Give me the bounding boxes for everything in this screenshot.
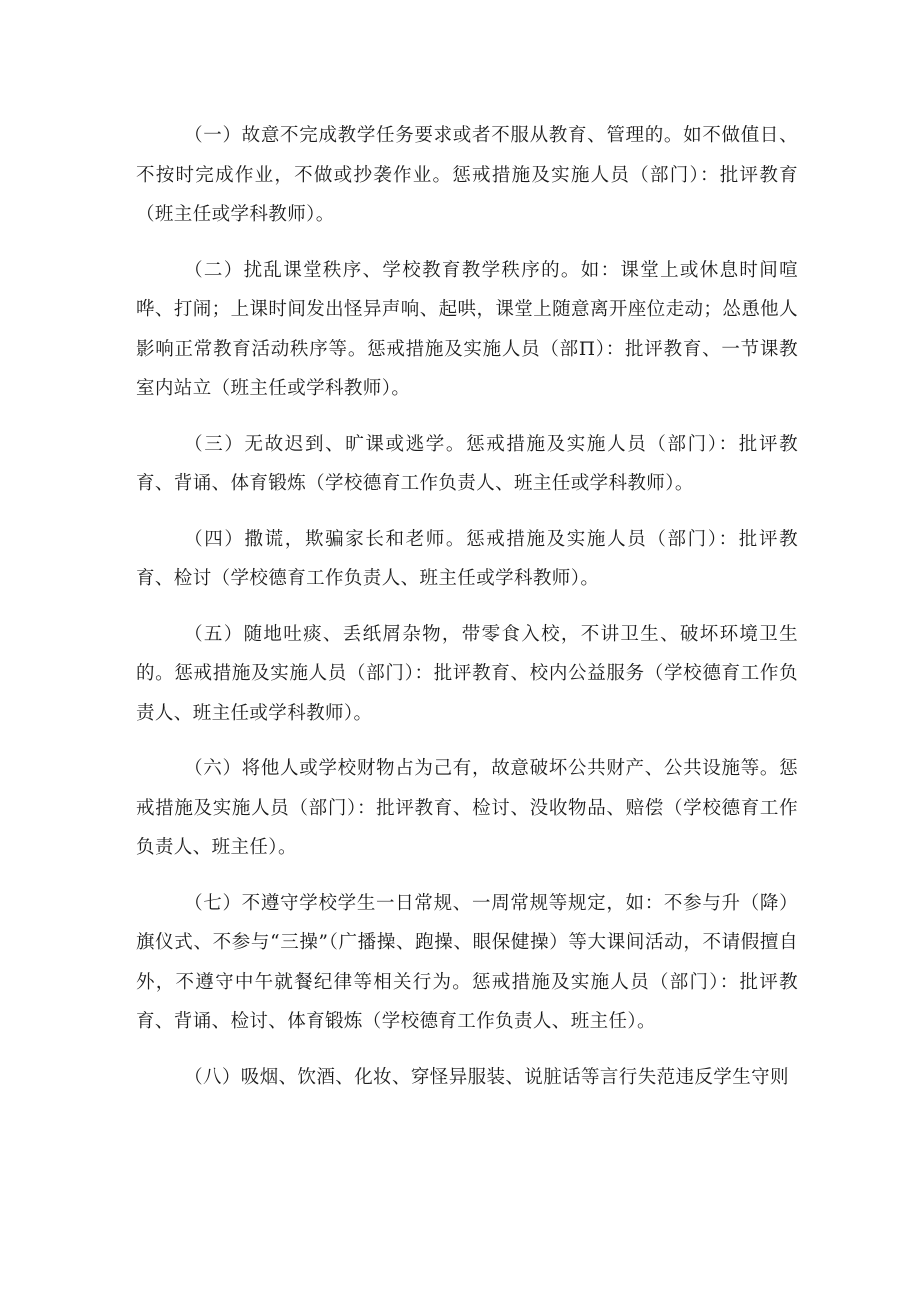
paragraph-4: （四）撒谎，欺骗家长和老师。惩戒措施及实施人员（部门）：批评教育、检讨（学校德育工作负责人、班主任或学科教师）。 <box>136 528 798 589</box>
paragraph-5: （五）随地吐痰、丢纸屑杂物，带零食入校，不讲卫生、破坏环境卫生的。惩戒措施及实施人员（部门）：批评教育、校内公益服务（学校德育工作负责人、班主任或学科教师）。 <box>136 623 798 724</box>
document-page <box>136 116 798 1113</box>
paragraph-3: （三）无故迟到、旷课或逃学。惩戒措施及实施人员（部门）：批评教育、背诵、体育锻炼（学校德育工作负责人、班主任或学科教师）。 <box>136 433 798 494</box>
paragraph-1: （一）故意不完成教学任务要求或者不服从教育、管理的。如不做值日、不按时完成作业，不做或抄袭作业。惩戒措施及实施人员（部门）：批评教育（班主任或学科教师）。 <box>136 125 798 225</box>
paragraph-8: （八）吸烟、饮酒、化妆、穿怪异服装、说脏话等言行失范违反学生守则 <box>184 1066 789 1088</box>
paragraph-2: （二）扰乱课堂秩序、学校教育教学秩序的。如：课堂上或休息时间喧哗、打闹；上课时间发出怪异声响、起哄，课堂上随意离开座位走动；怂恿他人影响正常教育活动秩序等。惩戒措施及实施人员（部Π）：批评教育、一节课教室内站立（班主任或学科教师）。 <box>136 259 798 399</box>
paragraph-6: （六）将他人或学校财物占为己有，故意破坏公共财产、公共设施等。惩戒措施及实施人员（部门）：批评教育、检讨、没收物品、赔偿（学校德育工作负责人、班主任）。 <box>136 758 798 858</box>
paragraph-7: （七）不遵守学校学生一日常规、一周常规等规定，如：不参与升（降）旗仪式、不参与“三操”（广播操、跑操、眼保健操）等大课间活动，不请假擅自外，不遵守中午就餐纪律等相关行为。惩戒措施及实施人员（部门）：批评教育、背诵、检讨、体育锻炼（学校德育工作负责人、班主任）。 <box>136 892 798 1032</box>
